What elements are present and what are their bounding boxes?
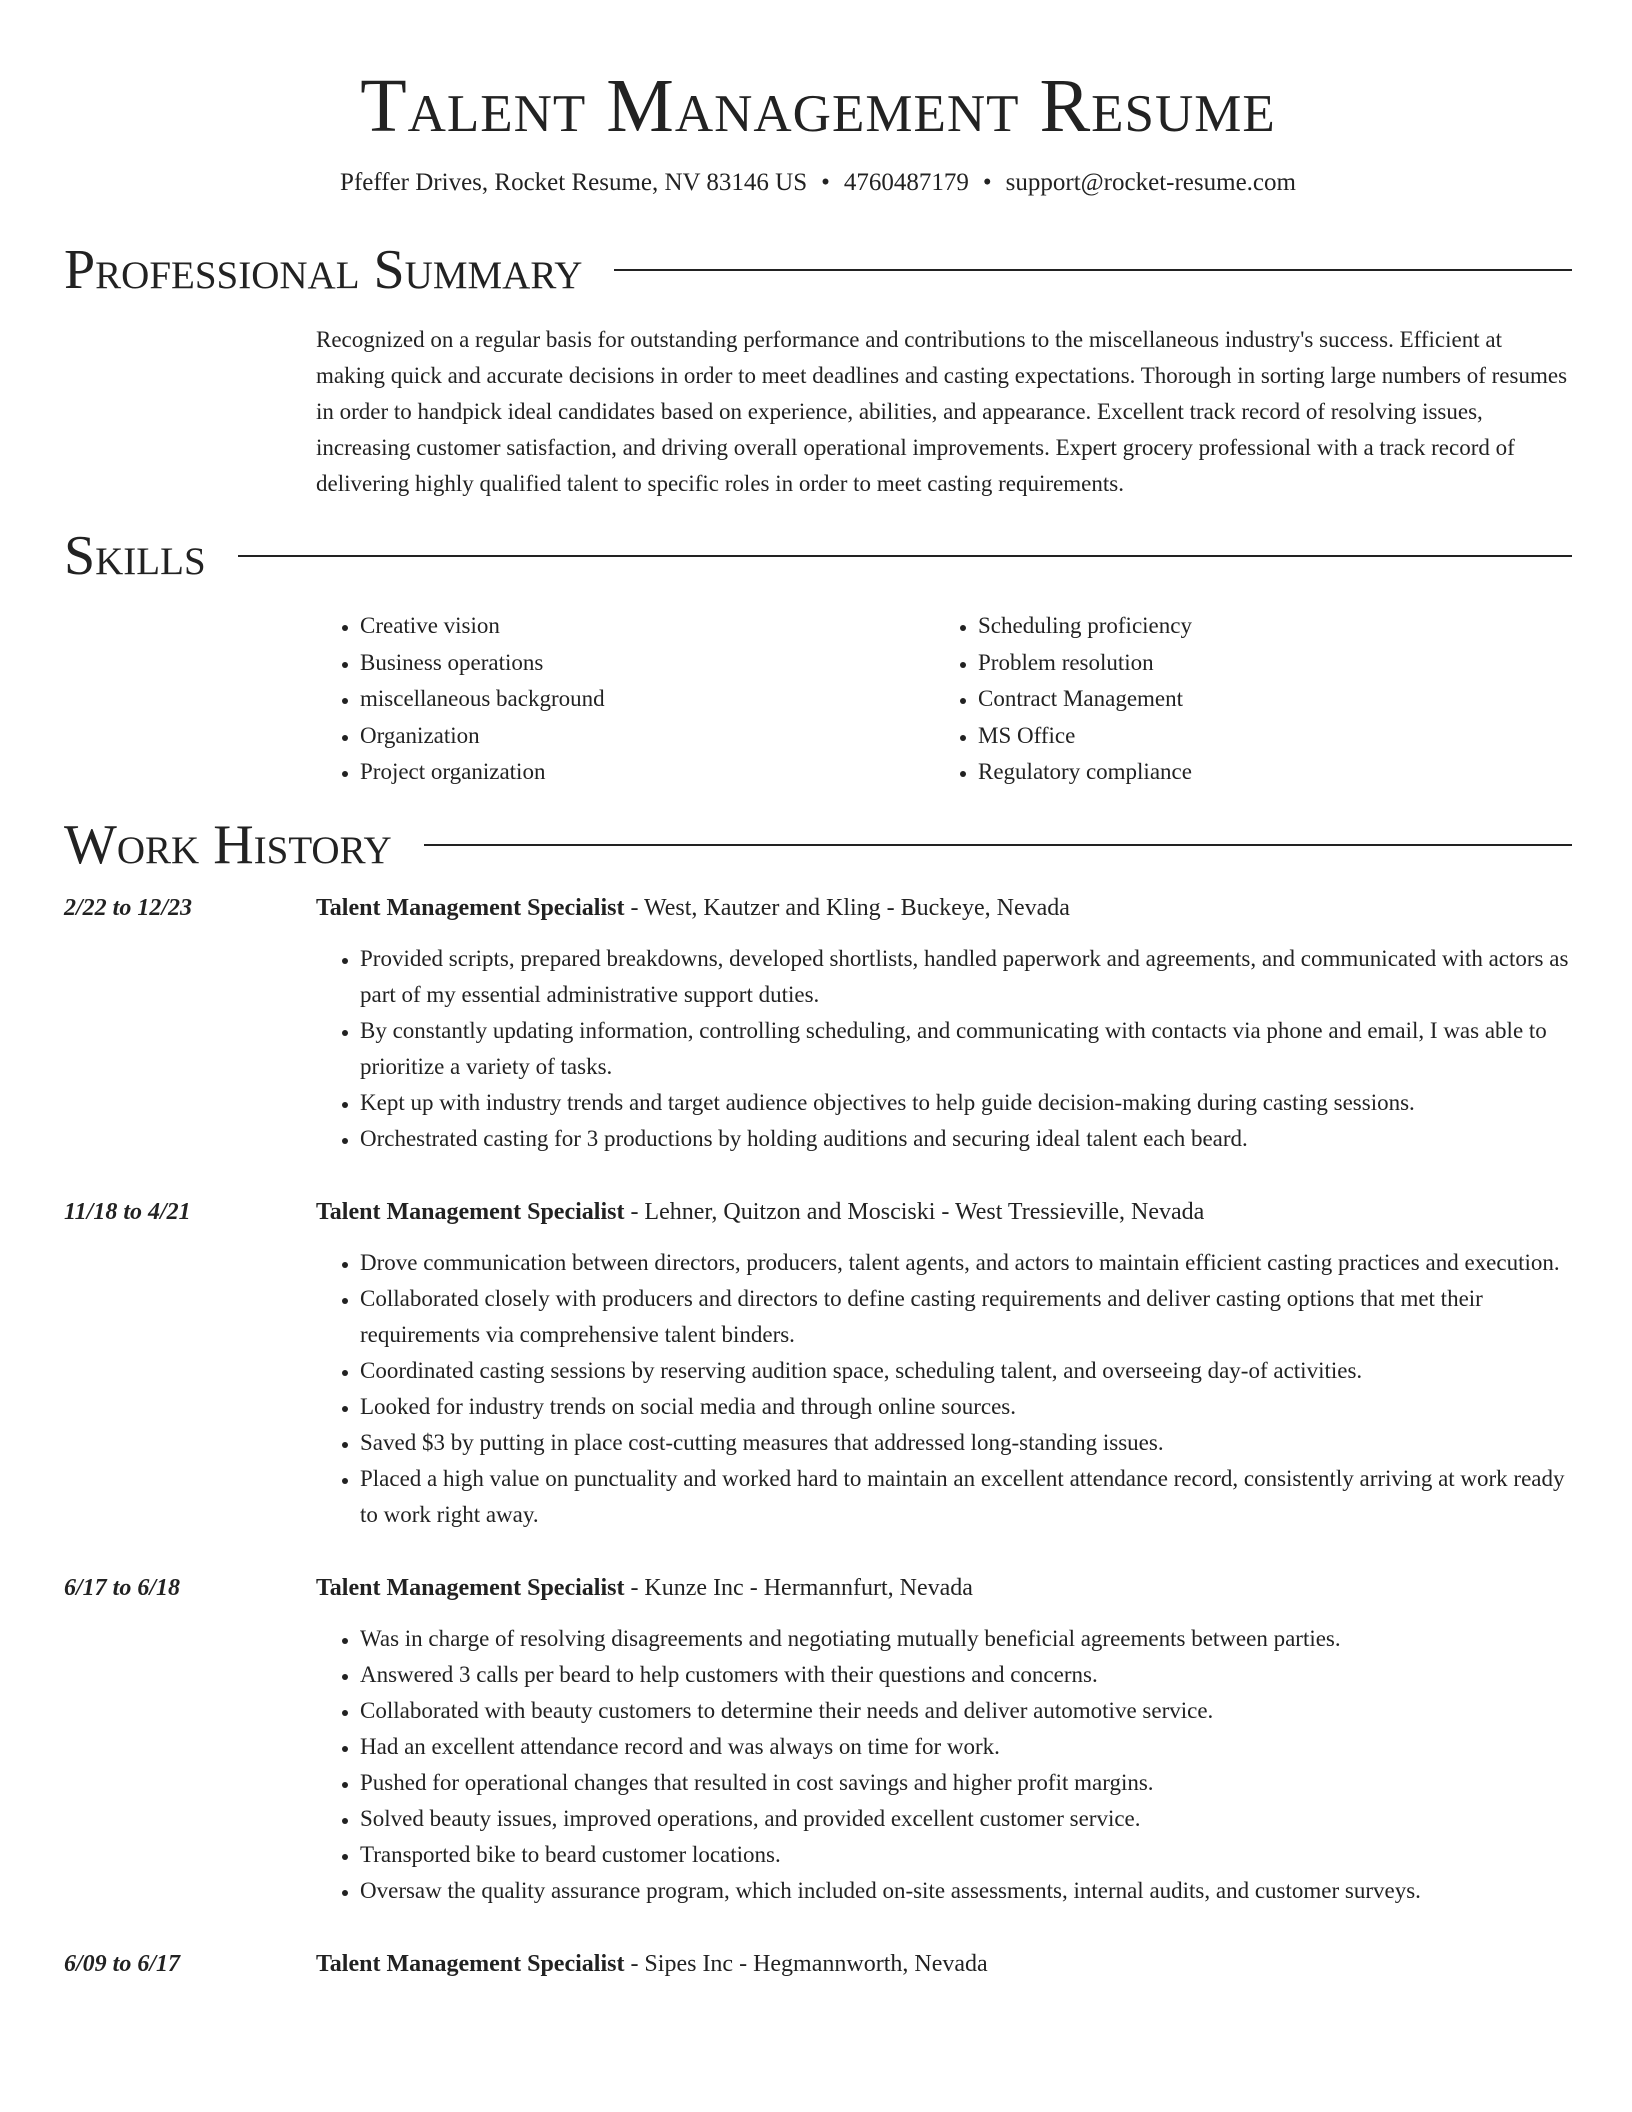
job-title: Talent Management Specialist	[316, 894, 625, 921]
job-bullets	[316, 1245, 1572, 1533]
job-bullet: • Collaborated closely with producers and directors to define casting requirements and deliver casting options that met their requirements via comprehensive talent binders.	[360, 1281, 1572, 1353]
skill-item: • Organization	[360, 718, 934, 755]
contact-line	[64, 166, 1572, 200]
job-dates: 11/18 to 4/21	[64, 1198, 191, 1225]
contact-phone: 4760487179	[843, 169, 969, 196]
skill-item: • Contract Management	[978, 681, 1552, 718]
skills-heading: Skills	[64, 525, 206, 587]
job-dates: 6/09 to 6/17	[64, 1950, 181, 1977]
skill-item: • Problem resolution	[978, 645, 1552, 682]
job-bullet: • By constantly updating information, controlling scheduling, and communicating with contacts via phone and email, I was able to prioritize a variety of tasks.	[360, 1013, 1572, 1085]
summary-text: Recognized on a regular basis for outstanding performance and contributions to the miscellaneous industry's success. Efficient at making quick and accurate decisions in order to meet deadlines and casting expectations. Thorough in sorting large numbers of resumes in order to handpick ideal candidates based on experience, abilities, and appearance. Excellent track record of resolving issues, increasing customer satisfaction, and driving overall operational improvements. Expert grocery professional with a track record of delivering highly qualified talent to specific roles in order to meet casting requirements.	[316, 327, 1568, 496]
skill-item: • MS Office	[978, 718, 1552, 755]
resume-page	[64, 0, 1572, 1981]
job-bullet: • Answered 3 calls per beard to help customers with their questions and concerns.	[360, 1657, 1572, 1693]
skill-item: • Creative vision	[360, 608, 934, 645]
contact-email: support@rocket-resume.com	[1005, 169, 1296, 196]
skill-item: • Regulatory compliance	[978, 754, 1552, 791]
job-bullet: • Had an excellent attendance record and was always on time for work.	[360, 1729, 1572, 1765]
job-bullet: • Pushed for operational changes that resulted in cost savings and higher profit margins.	[360, 1765, 1572, 1801]
section-divider	[614, 269, 1572, 271]
skill-item: • Scheduling proficiency	[978, 608, 1552, 645]
job-bullet: • Drove communication between directors, producers, talent agents, and actors to maintain efficient casting practices and execution.	[360, 1245, 1572, 1281]
skills-section-header	[64, 524, 1572, 588]
job-bullet: • Was in charge of resolving disagreements and negotiating mutually beneficial agreements between parties.	[360, 1621, 1572, 1657]
job-title-line	[316, 1567, 1572, 1605]
work-section-header	[64, 813, 1572, 877]
job-bullet: • Collaborated with beauty customers to determine their needs and deliver automotive service.	[360, 1693, 1572, 1729]
job-bullet: • Transported bike to beard customer locations.	[360, 1837, 1572, 1873]
job-title: Talent Management Specialist	[316, 1198, 625, 1225]
job-employer: - West, Kautzer and Kling - Buckeye, Nevada	[624, 894, 1070, 921]
contact-address: Pfeffer Drives, Rocket Resume, NV 83146 US	[340, 169, 808, 196]
job-title-line	[316, 887, 1572, 925]
job-body	[316, 1191, 1572, 1533]
job-employer: - Sipes Inc - Hegmannworth, Nevada	[624, 1950, 988, 1977]
job-title: Talent Management Specialist	[316, 1950, 625, 1977]
job-body	[316, 1567, 1572, 1909]
job-entry	[64, 1943, 1572, 1981]
job-title-line	[316, 1943, 1572, 1981]
job-bullet: • Looked for industry trends on social media and through online sources.	[360, 1389, 1572, 1425]
job-bullet: • Saved $3 by putting in place cost-cutting measures that addressed long-standing issues.	[360, 1425, 1572, 1461]
section-divider	[238, 555, 1572, 557]
job-bullet: • Coordinated casting sessions by reserving audition space, scheduling talent, and overseeing day-of activities.	[360, 1353, 1572, 1389]
job-bullet: • Provided scripts, prepared breakdowns, developed shortlists, handled paperwork and agreements, and communicated with actors as part of my essential administrative support duties.	[360, 941, 1572, 1013]
job-dates: 2/22 to 12/23	[64, 894, 193, 921]
job-bullets	[316, 1621, 1572, 1909]
skills-column-right	[934, 608, 1552, 791]
job-bullets	[316, 941, 1572, 1157]
skills-list	[316, 608, 1572, 791]
job-bullet: • Solved beauty issues, improved operations, and provided excellent customer service.	[360, 1801, 1572, 1837]
job-title-line	[316, 1191, 1572, 1229]
job-dates: 6/17 to 6/18	[64, 1574, 181, 1601]
job-bullet: • Orchestrated casting for 3 productions by holding auditions and securing ideal talent each beard.	[360, 1121, 1572, 1157]
skill-item: • miscellaneous background	[360, 681, 934, 718]
job-body	[316, 1943, 1572, 1981]
job-body	[316, 887, 1572, 1157]
skills-column-left	[316, 608, 934, 791]
job-employer: - Kunze Inc - Hermannfurt, Nevada	[624, 1574, 973, 1601]
job-entry	[64, 1567, 1572, 1909]
job-bullet: • Placed a high value on punctuality and worked hard to maintain an excellent attendance record, consistently arriving at work ready to work right away.	[360, 1461, 1572, 1533]
skill-item: • Business operations	[360, 645, 934, 682]
job-employer: - Lehner, Quitzon and Mosciski - West Tressieville, Nevada	[624, 1198, 1205, 1225]
contact-separator: •	[821, 169, 830, 196]
summary-section-header	[64, 238, 1572, 302]
job-entry	[64, 887, 1572, 1157]
job-bullet: • Kept up with industry trends and target audience objectives to help guide decision-making during casting sessions.	[360, 1085, 1572, 1121]
work-heading: Work History	[64, 813, 392, 876]
resume-title: Talent Management Resume	[360, 64, 1276, 148]
job-title: Talent Management Specialist	[316, 1574, 625, 1601]
contact-separator: •	[982, 169, 992, 196]
section-divider	[424, 844, 1572, 846]
skill-item: • Project organization	[360, 754, 934, 791]
job-entry	[64, 1191, 1572, 1533]
job-bullet: • Oversaw the quality assurance program, which included on-site assessments, internal audits, and customer surveys.	[360, 1873, 1572, 1909]
summary-heading: Professional Summary	[64, 239, 583, 301]
